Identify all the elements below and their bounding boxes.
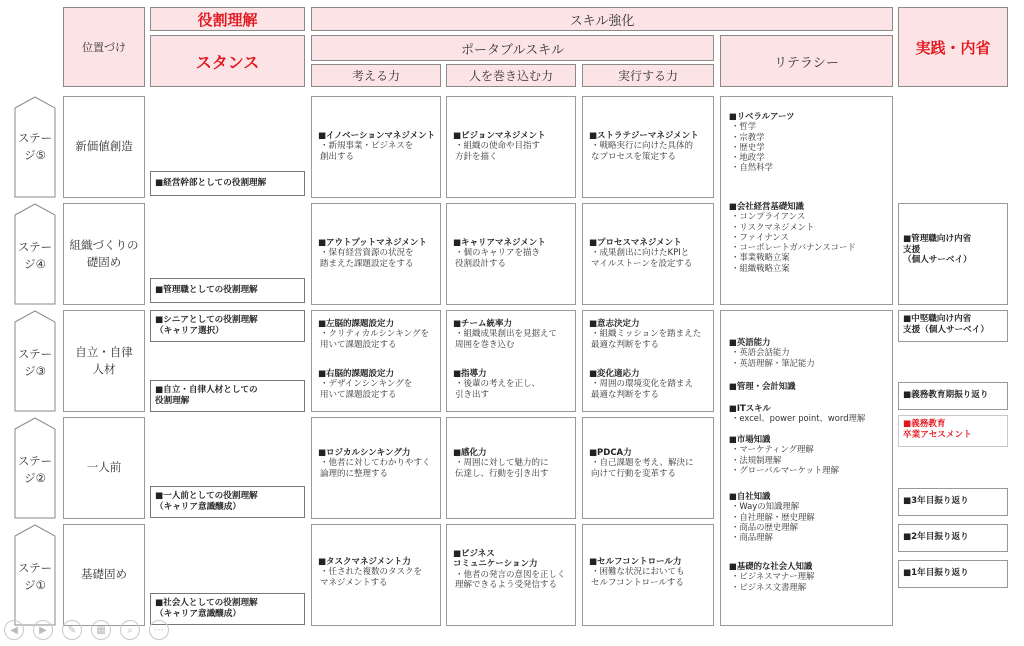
skill-title: ■ 変化適応力: [589, 369, 693, 379]
skill-item: [589, 319, 701, 350]
skill-item: [589, 369, 693, 400]
skill-item: [453, 319, 557, 350]
skill-desc: ・戦略実行に向けた具体的 なプロセスを策定する: [591, 141, 694, 162]
skill-cell-s4-involving: [446, 203, 576, 305]
role-understanding-header: 役割理解: [150, 7, 305, 31]
literacy-desc: ・英語会話能力 ・英語理解・筆記能力: [731, 347, 815, 368]
skill-desc: ・クリティカルシンキングを 用いて課題設定する: [320, 329, 429, 350]
skill-cell-s4-executing: [582, 203, 714, 305]
literacy-header: リテラシー: [720, 35, 893, 87]
skill-title: ■ 右脳的課題設定力: [318, 369, 412, 379]
skill-title: ■ ビジョンマネジメント: [453, 131, 546, 141]
skill-title: ■ プロセスマネジメント: [589, 238, 692, 248]
skill-cell-s3-executing: [582, 310, 714, 412]
skill-desc: ・後輩の考えを正し、 引き出す: [455, 379, 541, 400]
literacy-item: [729, 201, 856, 273]
slideshow-toolbar: [4, 620, 169, 640]
position-stage-5: 新価値創造: [63, 96, 145, 198]
skill-item: [589, 238, 692, 269]
stage-5-text: ステー ジ⑤: [17, 131, 53, 162]
practice-year2-review: ■2年目振り返り: [898, 524, 1008, 552]
literacy-desc: ・ビジネスマナー理解 ・ビジネス文書理解: [731, 571, 815, 592]
skill-desc: ・組織の使命や目指す 方針を描く: [455, 141, 541, 162]
skill-cell-s2-thinking: [311, 417, 441, 519]
literacy-item: [729, 403, 865, 424]
skill-item: [453, 238, 546, 269]
stage-4-text: ステー ジ④: [17, 240, 53, 271]
stage-1-text: ステー ジ①: [17, 561, 53, 592]
literacy-title: ■ 管理・会計知識: [729, 381, 796, 391]
skill-title: ■ アウトプットマネジメント: [318, 238, 427, 248]
practice-year3-review: ■3年目振り返り: [898, 488, 1008, 516]
practice-compulsory-review: ■義務教育期振り返り: [898, 382, 1008, 410]
pen-icon[interactable]: ✎: [62, 620, 82, 640]
skill-desc: ・困難な状況においても セルフコントロールする: [591, 567, 685, 588]
literacy-desc: ・excel、power point、word理解: [731, 413, 866, 424]
stage-2-text: ステー ジ②: [17, 454, 53, 485]
skill-cell-s3-thinking: [311, 310, 441, 412]
literacy-panel-lower: [720, 310, 893, 626]
position-stage-2: 一人前: [63, 417, 145, 519]
skill-desc: ・デザインシンキングを 用いて課題設定する: [320, 379, 413, 400]
portable-skills-header: ポータブルスキル: [311, 35, 714, 61]
prev-slide-icon[interactable]: ◀: [4, 620, 24, 640]
skill-desc: ・個のキャリアを描き 役割設計する: [455, 248, 541, 269]
stage-4-label: [14, 203, 56, 305]
zoom-icon[interactable]: ⌕: [120, 620, 140, 640]
practice-year1-review: ■1年目振り返り: [898, 560, 1008, 588]
literacy-title: ■ ITスキル: [729, 403, 865, 413]
skill-item: [453, 131, 546, 162]
literacy-desc: ・マーケティング理解 ・法規制理解 ・グローバルマーケット理解: [731, 444, 840, 475]
skill-title: ■ 左脳的課題設定力: [318, 319, 429, 329]
literacy-title: ■ 英語能力: [729, 337, 815, 347]
stance-stage-5: ■経営幹部としての役割理解: [150, 171, 305, 196]
skill-item: [318, 448, 431, 479]
more-icon[interactable]: ⋯: [149, 620, 169, 640]
skill-cell-s1-involving: [446, 524, 576, 626]
skill-desc: ・保有経営資源の状況を 踏まえた課題設定をする: [320, 248, 414, 269]
skill-item: [589, 131, 699, 162]
practice-manager-reflection: ■管理職向け内省 支援 （個人サーベイ）: [898, 203, 1008, 305]
literacy-desc: ・Wayの知識理解 ・自社理解・歴史理解 ・商品の歴史理解 ・商品理解: [731, 501, 815, 542]
skill-cell-s3-involving: [446, 310, 576, 412]
executing-header: 実行する力: [582, 64, 714, 87]
practice-compulsory-assessment: ■義務教育 卒業アセスメント: [898, 415, 1008, 447]
skill-item: [589, 557, 685, 588]
stance-stage-3-self: ■自立・自律人材としての 役割理解: [150, 380, 305, 412]
position-stage-3: 自立・自律 人材: [63, 310, 145, 412]
skill-item: [318, 131, 435, 162]
skill-cell-s1-executing: [582, 524, 714, 626]
literacy-desc: ・哲学 ・宗教学 ・歴史学 ・地政学 ・自然科学: [731, 121, 773, 173]
skill-title: ■ セルフコントロール力: [589, 557, 685, 567]
thinking-header: 考える力: [311, 64, 441, 87]
literacy-panel-upper: [720, 96, 893, 305]
skill-item: [589, 448, 694, 479]
stage-5-label: [14, 96, 56, 198]
skill-cell-s5-thinking: [311, 96, 441, 198]
skill-title: ■ 感化力: [453, 448, 549, 458]
skill-title: ■ イノベーションマネジメント: [318, 131, 435, 141]
practice-mid-reflection: ■中堅職向け内省 支援（個人サーベイ）: [898, 310, 1008, 342]
skill-desc: ・任された複数のタスクを マネジメントする: [320, 567, 423, 588]
skill-cell-s5-involving: [446, 96, 576, 198]
skill-item: [318, 557, 422, 588]
skill-title: ■ ロジカルシンキング力: [318, 448, 431, 458]
skill-title: ■ PDCA力: [589, 448, 694, 458]
skill-cell-s4-thinking: [311, 203, 441, 305]
stance-header: スタンス: [150, 35, 305, 87]
skill-desc: ・組織成果創出を見据えて 周囲を巻き込む: [455, 329, 558, 350]
skill-desc: ・組織ミッションを踏まえた 最適な判断をする: [591, 329, 702, 350]
skill-desc: ・周囲の環境変化を踏まえ 最適な判断をする: [591, 379, 694, 400]
next-slide-icon[interactable]: ▶: [33, 620, 53, 640]
stance-stage-1: ■社会人としての役割理解 （キャリア意識醸成）: [150, 593, 305, 625]
position-stage-4: 組織づくりの 礎固め: [63, 203, 145, 305]
skill-desc: ・成果創出に向けたKPIと マイルストーンを設定する: [591, 248, 693, 269]
skill-desc: ・新規事業・ビジネスを 創出する: [320, 141, 414, 162]
skill-title: ■ ビジネス コミュニケーション力: [453, 549, 566, 570]
skill-cell-s2-executing: [582, 417, 714, 519]
literacy-title: ■ リベラルアーツ: [729, 111, 795, 121]
stance-stage-2: ■一人前としての役割理解 （キャリア意識醸成）: [150, 486, 305, 518]
literacy-item: [729, 337, 815, 368]
skill-desc: ・他者に対してわかりやすく 論理的に整理する: [320, 458, 431, 479]
literacy-title: ■ 市場知識: [729, 434, 839, 444]
position-header: 位置づけ: [63, 7, 145, 87]
skill-cell-s1-thinking: [311, 524, 441, 626]
literacy-title: ■ 基礎的な社会人知識: [729, 561, 814, 571]
stage-3-text: ステー ジ③: [17, 347, 53, 378]
stage-2-label: [14, 417, 56, 519]
literacy-item: [729, 491, 815, 542]
skill-item: [318, 369, 412, 400]
skill-desc: ・自己課題を考え、解決に 向けて行動を変革する: [591, 458, 694, 479]
stance-stage-4: ■管理職としての役割理解: [150, 278, 305, 303]
literacy-title: ■ 会社経営基礎知識: [729, 201, 856, 211]
skill-title: ■ ストラテジーマネジメント: [589, 131, 699, 141]
stage-3-label: [14, 310, 56, 412]
skill-cell-s5-executing: [582, 96, 714, 198]
skill-reinforcement-header: スキル強化: [311, 7, 893, 31]
literacy-item: [729, 561, 814, 592]
practice-header: 実践・内省: [898, 7, 1008, 87]
skill-desc: ・周囲に対して魅力的に 伝達し、行動を引き出す: [455, 458, 549, 479]
skill-item: [453, 448, 549, 479]
skill-item: [453, 369, 540, 400]
literacy-item: [729, 111, 795, 173]
skill-item: [318, 238, 427, 269]
stage-1-label: [14, 524, 56, 626]
skill-title: ■ 意志決定力: [589, 319, 701, 329]
skill-title: ■ キャリアマネジメント: [453, 238, 546, 248]
grid-icon[interactable]: ▦: [91, 620, 111, 640]
involving-header: 人を巻き込む力: [446, 64, 576, 87]
literacy-item: [729, 381, 796, 391]
skill-title: ■ タスクマネジメント力: [318, 557, 422, 567]
skill-cell-s2-involving: [446, 417, 576, 519]
literacy-title: ■ 自社知識: [729, 491, 815, 501]
skill-item: [453, 549, 566, 590]
literacy-item: [729, 434, 839, 475]
skill-title: ■ チーム統率力: [453, 319, 557, 329]
position-stage-1: 基礎固め: [63, 524, 145, 626]
literacy-desc: ・コンプライアンス ・リスクマネジメント ・ファイナンス ・コーポレートガバナンスコード ・事業戦略立案 ・組織戦略立案: [731, 211, 856, 273]
skill-item: [318, 319, 429, 350]
skill-desc: ・他者の発言の意図を正しく 理解できるよう受発信する: [455, 569, 566, 591]
skill-title: ■ 指導力: [453, 369, 540, 379]
stance-stage-3-senior: ■シニアとしての役割理解 （キャリア選択）: [150, 310, 305, 342]
